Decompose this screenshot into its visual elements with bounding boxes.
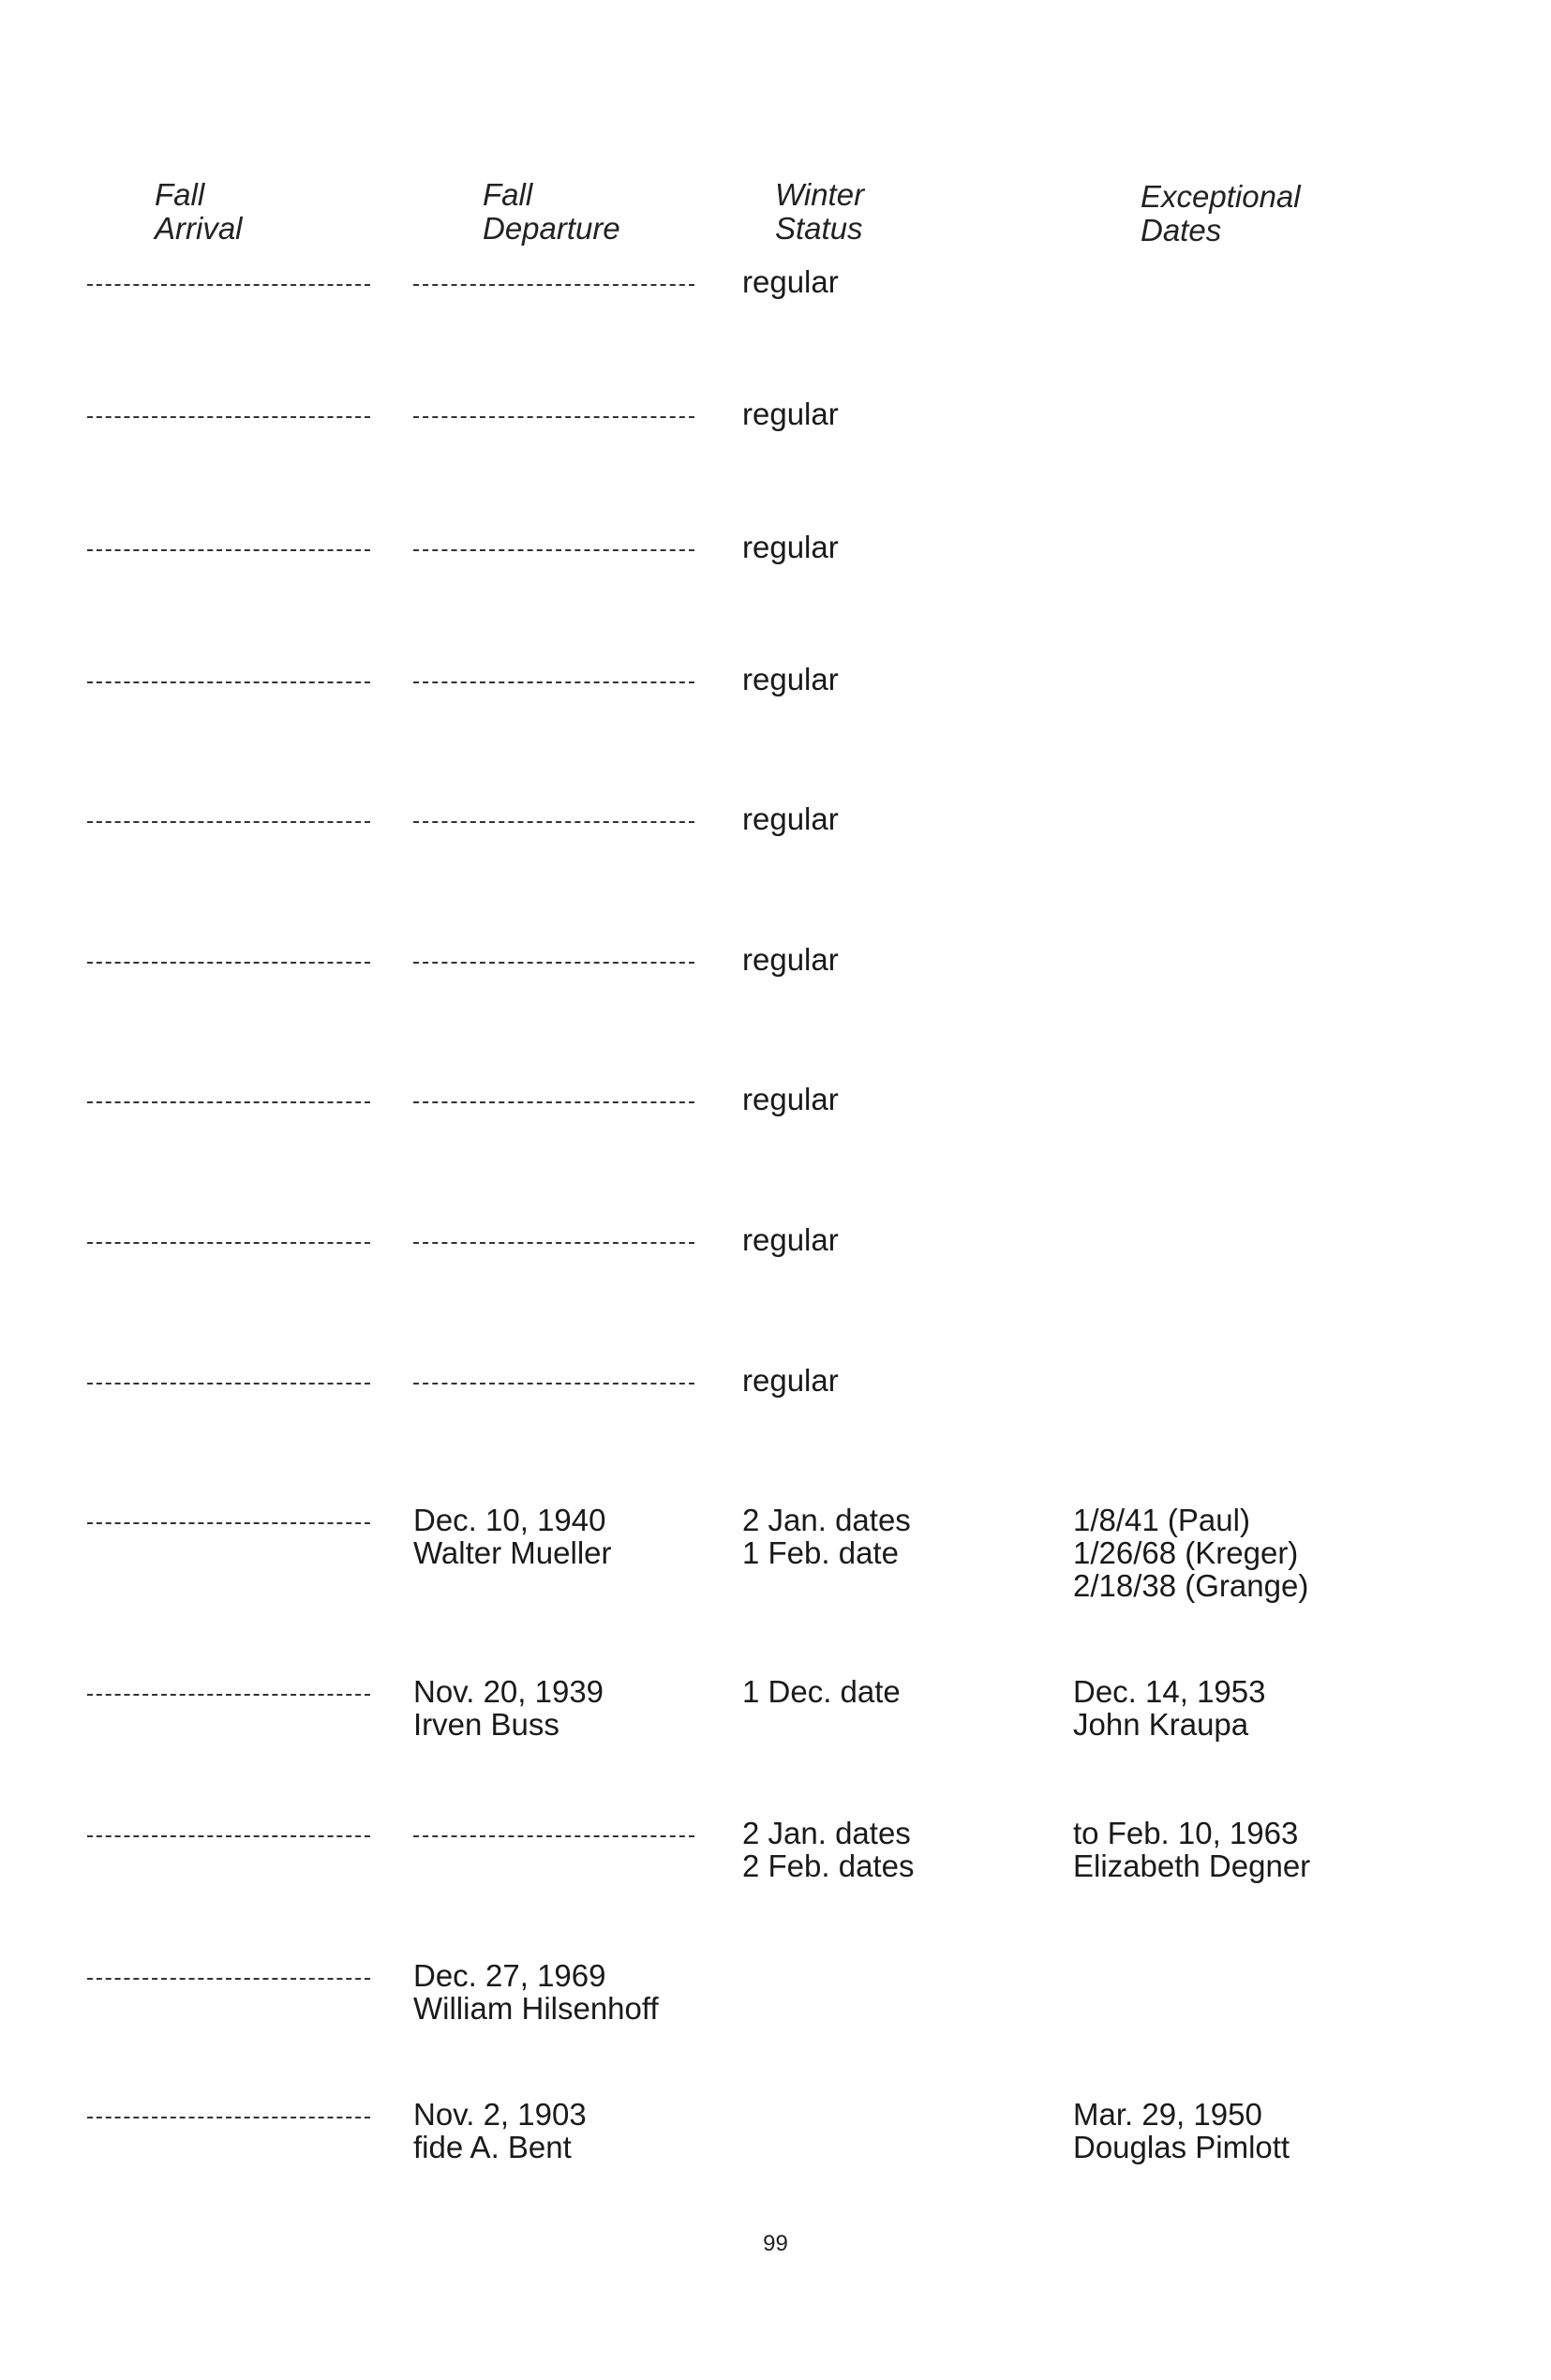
blank-dotted-line: [87, 821, 370, 823]
winter-status-line: regular: [742, 264, 839, 299]
winter-status-cell: [742, 531, 1042, 563]
winter-status-line: regular: [742, 662, 839, 696]
winter-status-cell: [742, 397, 1042, 430]
winter-status-cell: [742, 1504, 1042, 1569]
blank-dotted-line: [87, 1101, 370, 1103]
blank-dotted-line: [87, 1522, 370, 1524]
fall-departure-line: fide A. Bent: [413, 2130, 572, 2164]
winter-status-line: regular: [742, 1222, 839, 1257]
exceptional-dates-line: Elizabeth Degner: [1073, 1849, 1311, 1883]
blank-dotted-line: [87, 681, 370, 683]
exceptional-dates-cell: [1073, 1817, 1467, 1882]
header-fall-departure-line-2: Departure: [483, 211, 620, 246]
winter-status-cell: [742, 1675, 1042, 1708]
page-number: 99: [763, 2231, 788, 2256]
fall-departure-line: Nov. 20, 1939: [413, 1674, 604, 1709]
winter-status-cell: [742, 663, 1042, 696]
blank-dotted-line: [87, 1242, 370, 1244]
fall-departure-line: William Hilsenhoff: [413, 1991, 659, 2026]
winter-status-line: regular: [742, 1363, 839, 1398]
exceptional-dates-line: 2/18/38 (Grange): [1073, 1568, 1309, 1603]
fall-departure-line: Walter Mueller: [413, 1535, 612, 1570]
winter-status-cell: [742, 265, 1042, 298]
exceptional-dates-line: 1/8/41 (Paul): [1073, 1503, 1250, 1537]
exceptional-dates-line: to Feb. 10, 1963: [1073, 1816, 1299, 1850]
winter-status-line: regular: [742, 530, 839, 564]
exceptional-dates-line: John Kraupa: [1073, 1707, 1249, 1742]
winter-status-line: 1 Dec. date: [742, 1674, 901, 1709]
winter-status-cell: [742, 1223, 1042, 1256]
blank-dotted-line: [87, 1694, 370, 1696]
blank-dotted-line: [413, 416, 694, 418]
exceptional-dates-cell: [1073, 1675, 1467, 1741]
exceptional-dates-cell: [1073, 1504, 1467, 1602]
winter-status-line: regular: [742, 397, 839, 431]
winter-status-line: regular: [742, 942, 839, 977]
winter-status-cell: [742, 1364, 1042, 1397]
header-exceptional-dates-line-2: Dates: [1141, 213, 1222, 247]
winter-status-cell: [742, 802, 1042, 835]
blank-dotted-line: [87, 284, 370, 286]
fall-departure-cell: [413, 1504, 694, 1569]
exceptional-dates-line: Douglas Pimlott: [1073, 2130, 1290, 2164]
blank-dotted-line: [87, 549, 370, 551]
blank-dotted-line: [413, 681, 694, 683]
fall-departure-line: Nov. 2, 1903: [413, 2097, 587, 2132]
fall-departure-cell: [413, 1959, 694, 2025]
blank-dotted-line: [413, 1383, 694, 1385]
header-fall-arrival-line-2: Arrival: [155, 211, 243, 246]
blank-dotted-line: [413, 821, 694, 823]
blank-dotted-line: [413, 284, 694, 286]
blank-dotted-line: [87, 962, 370, 964]
winter-status-cell: [742, 943, 1042, 976]
blank-dotted-line: [87, 1835, 370, 1837]
header-fall-departure: [483, 178, 620, 246]
blank-dotted-line: [87, 2117, 370, 2118]
blank-dotted-line: [87, 416, 370, 418]
exceptional-dates-line: Dec. 14, 1953: [1073, 1674, 1266, 1709]
header-winter-status: [775, 178, 864, 246]
blank-dotted-line: [413, 549, 694, 551]
blank-dotted-line: [413, 1101, 694, 1103]
header-fall-arrival: [155, 178, 243, 246]
blank-dotted-line: [87, 1978, 370, 1980]
exceptional-dates-line: 1/26/68 (Kreger): [1073, 1535, 1299, 1570]
fall-departure-line: Irven Buss: [413, 1707, 559, 1742]
winter-status-cell: [742, 1083, 1042, 1115]
blank-dotted-line: [413, 1242, 694, 1244]
blank-dotted-line: [413, 1835, 694, 1837]
winter-status-line: 2 Jan. dates: [742, 1816, 911, 1850]
exceptional-dates-cell: [1073, 2098, 1467, 2163]
blank-dotted-line: [413, 962, 694, 964]
fall-departure-line: Dec. 27, 1969: [413, 1958, 606, 1993]
winter-status-cell: [742, 1817, 1042, 1882]
winter-status-line: regular: [742, 801, 839, 836]
header-exceptional-dates-line-1: Exceptional: [1141, 179, 1301, 214]
header-winter-status-line-1: Winter: [775, 177, 865, 212]
fall-departure-cell: [413, 1675, 694, 1741]
fall-departure-line: Dec. 10, 1940: [413, 1503, 606, 1537]
winter-status-line: 1 Feb. date: [742, 1535, 899, 1570]
blank-dotted-line: [87, 1383, 370, 1385]
header-winter-status-line-2: Status: [775, 211, 863, 246]
exceptional-dates-line: Mar. 29, 1950: [1073, 2097, 1262, 2132]
winter-status-line: 2 Feb. dates: [742, 1849, 915, 1883]
header-fall-arrival-line-1: Fall: [155, 177, 205, 212]
winter-status-line: 2 Jan. dates: [742, 1503, 911, 1537]
header-fall-departure-line-1: Fall: [483, 177, 533, 212]
fall-departure-cell: [413, 2098, 694, 2163]
winter-status-line: regular: [742, 1082, 839, 1116]
header-exceptional-dates: [1141, 180, 1301, 247]
